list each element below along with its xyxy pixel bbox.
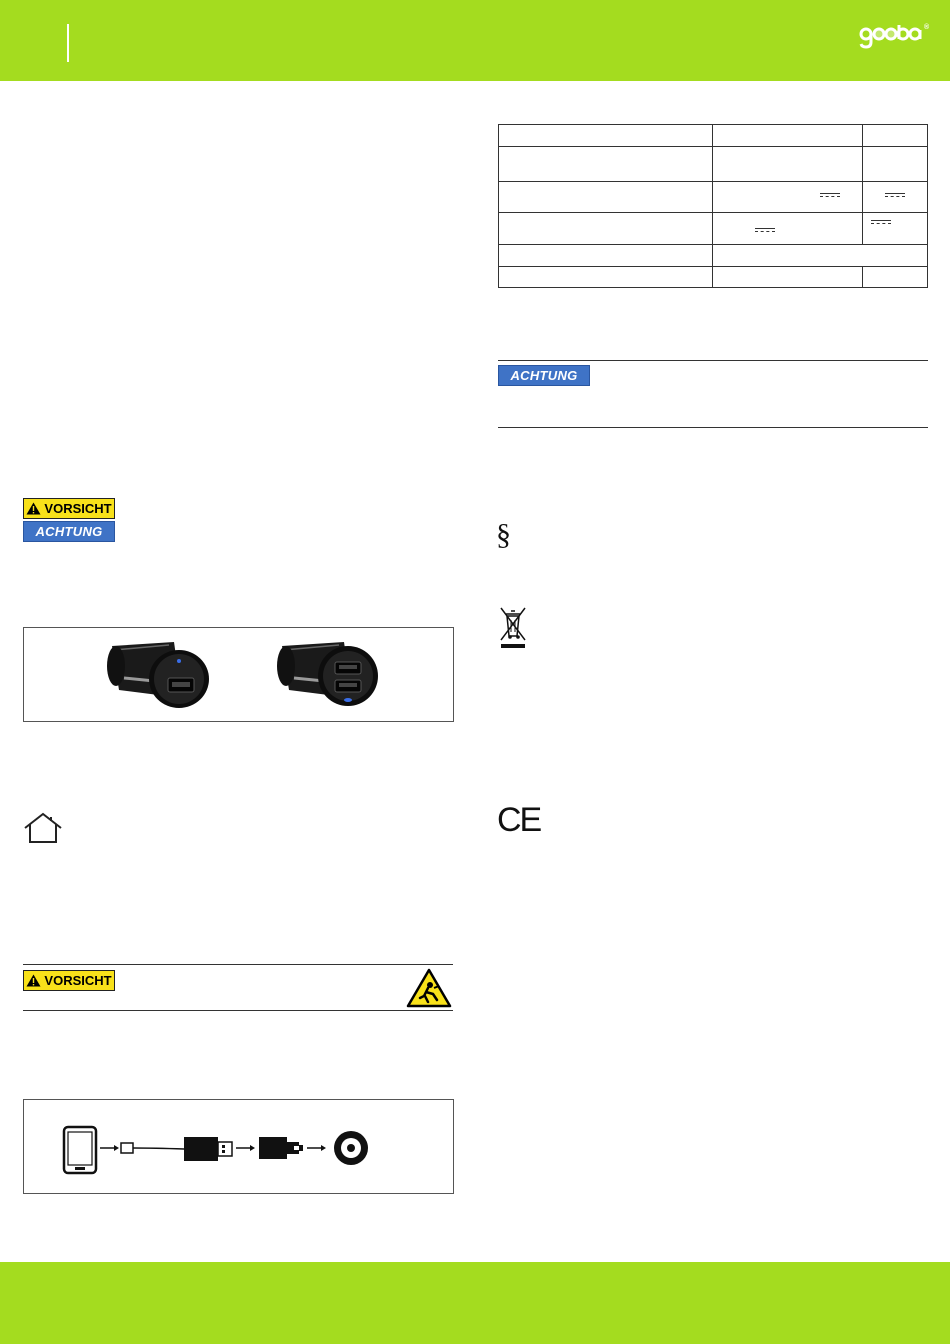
rule-bottom-vorsicht bbox=[23, 1010, 453, 1011]
table-cell bbox=[713, 213, 863, 245]
achtung-text: ACHTUNG bbox=[510, 368, 578, 383]
table-cell bbox=[499, 213, 713, 245]
table-cell bbox=[499, 147, 713, 182]
table-cell bbox=[499, 125, 713, 147]
paragraph-symbol: § bbox=[496, 518, 511, 551]
table-row bbox=[499, 147, 928, 182]
achtung-label-2 bbox=[498, 365, 590, 386]
dc-symbol-icon bbox=[755, 227, 775, 235]
header-band bbox=[0, 0, 950, 81]
registered-mark: ® bbox=[924, 24, 930, 31]
rule-bottom-achtung bbox=[498, 427, 928, 428]
smartphone-icon bbox=[64, 1127, 96, 1173]
technical-data-table bbox=[498, 124, 928, 288]
achtung-text: ACHTUNG bbox=[35, 524, 103, 539]
arrow-icon bbox=[307, 1145, 326, 1151]
table-cell bbox=[863, 213, 928, 245]
goobay-logo bbox=[857, 22, 929, 50]
warning-triangle-icon bbox=[26, 974, 41, 987]
table-row bbox=[499, 213, 928, 245]
choking-hazard-icon bbox=[406, 968, 452, 1008]
table-cell bbox=[499, 182, 713, 213]
vorsicht-label-2 bbox=[23, 970, 115, 991]
table-cell bbox=[863, 147, 928, 182]
vorsicht-label bbox=[23, 498, 115, 519]
table-row bbox=[499, 182, 928, 213]
connection-diagram-frame bbox=[23, 1099, 454, 1194]
rule-top-achtung bbox=[498, 360, 928, 361]
car-socket-icon bbox=[334, 1131, 368, 1165]
usb-plug-icon bbox=[121, 1137, 232, 1161]
footer-band bbox=[0, 1262, 950, 1344]
table-cell bbox=[713, 147, 863, 182]
table-row bbox=[499, 125, 928, 147]
dc-symbol-icon bbox=[885, 192, 905, 200]
table-cell bbox=[713, 267, 863, 288]
table-cell bbox=[713, 125, 863, 147]
warning-triangle-icon bbox=[26, 502, 41, 515]
arrow-icon bbox=[236, 1145, 255, 1151]
table-cell bbox=[499, 245, 713, 267]
table-row bbox=[499, 245, 928, 267]
product-photo bbox=[24, 628, 453, 721]
rule-top-vorsicht bbox=[23, 964, 453, 965]
arrow-icon bbox=[100, 1145, 119, 1151]
weee-crossed-bin-icon bbox=[498, 606, 528, 650]
dc-symbol-icon bbox=[820, 192, 840, 200]
table-cell bbox=[499, 267, 713, 288]
dual-usb-car-charger-image bbox=[277, 642, 378, 706]
home-icon bbox=[22, 812, 64, 844]
achtung-label bbox=[23, 521, 115, 542]
vorsicht-text: VORSICHT bbox=[44, 973, 112, 988]
table-cell bbox=[863, 267, 928, 288]
ce-mark: CE bbox=[497, 801, 541, 839]
table-cell bbox=[863, 125, 928, 147]
goobay-logo-graphic bbox=[857, 22, 929, 50]
product-image-frame bbox=[23, 627, 454, 722]
single-usb-car-charger-image bbox=[107, 642, 209, 708]
table-cell bbox=[713, 182, 863, 213]
dc-symbol-icon bbox=[871, 219, 891, 227]
connection-diagram bbox=[24, 1100, 453, 1193]
vorsicht-text: VORSICHT bbox=[44, 501, 112, 516]
table-cell bbox=[713, 245, 928, 267]
header-divider bbox=[67, 24, 69, 62]
car-charger-icon bbox=[259, 1137, 303, 1159]
table-row bbox=[499, 267, 928, 288]
table-cell bbox=[863, 182, 928, 213]
